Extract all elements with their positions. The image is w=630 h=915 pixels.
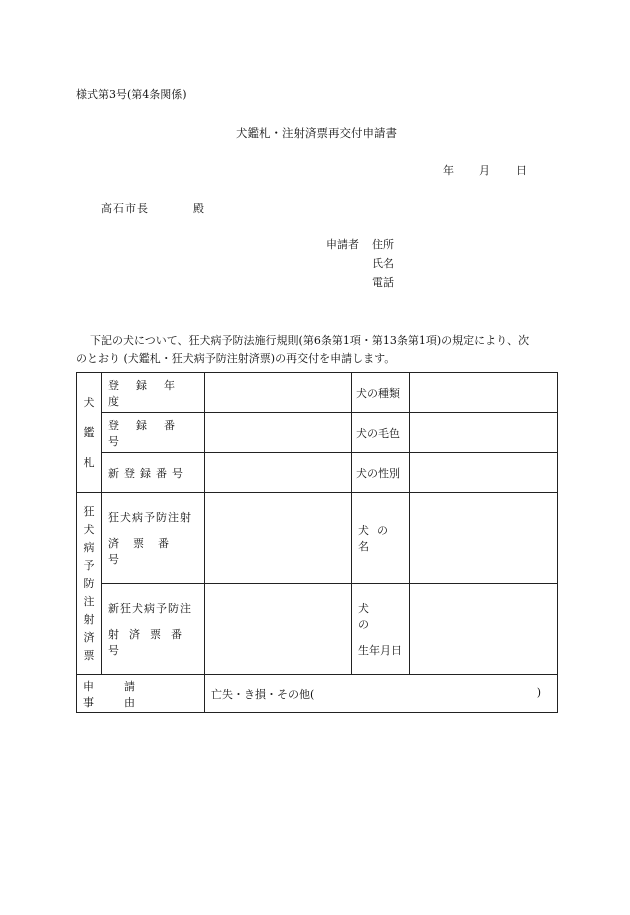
label-dog-birth-line1: 犬の: [358, 602, 385, 631]
label-dog-name: [352, 493, 410, 584]
label-reason: [77, 675, 205, 713]
application-table: [76, 372, 558, 713]
label-vax-number-line1: 狂犬病予防注射: [108, 511, 192, 524]
field-dog-name[interactable]: [410, 493, 558, 584]
reason-close-paren: ): [536, 685, 541, 699]
reason-options: 亡失・き損・その他(: [211, 687, 315, 701]
label-new-vax-line1: 新狂犬病予防注: [108, 602, 192, 615]
section-vax-char: 犬: [83, 522, 95, 536]
applicant-label: 申請者: [326, 238, 359, 251]
section-vax-char: 病: [83, 540, 95, 554]
section-vax-char: 済: [83, 630, 95, 644]
body-text-line2: のとおり (犬鑑札・狂犬病予防注射済票)の再交付を申請します。: [76, 352, 396, 365]
body-text-line1: 下記の犬について、狂犬病予防法施行規則(第6条第1項・第13条第1項)の規定により、次: [90, 334, 530, 347]
label-dog-breed: 犬の種類: [352, 373, 410, 413]
label-new-reg-number-text: 新登録番号: [108, 466, 188, 480]
section-vax-char: 予: [83, 558, 95, 572]
section-vax-char: 防: [83, 576, 95, 590]
label-vax-number: [102, 493, 205, 584]
label-reg-number-text: 登録番号: [108, 418, 192, 448]
field-dog-birthdate[interactable]: [410, 584, 558, 675]
label-dog-birthdate: [352, 584, 410, 675]
section-vaccination: [77, 493, 102, 675]
label-reg-year: [102, 373, 205, 413]
field-reg-year[interactable]: [205, 373, 352, 413]
applicant-phone-label: 電話: [372, 276, 394, 289]
addressee-honorific: 殿: [193, 202, 204, 215]
label-reason-text: 申請事由: [83, 679, 165, 709]
section-vax-char: 狂: [83, 504, 95, 518]
form-number: 様式第3号(第4条関係): [76, 88, 187, 101]
section-vax-char: 射: [83, 612, 95, 626]
label-new-reg-number: [102, 453, 205, 493]
label-dog-sex: 犬の性別: [352, 453, 410, 493]
section-vax-char: 注: [83, 594, 95, 608]
label-new-vax-line2: 射済票番号: [108, 628, 192, 657]
label-reg-number: [102, 413, 205, 453]
field-reason[interactable]: [205, 675, 558, 713]
date-day: 日: [516, 164, 527, 177]
label-dog-birth-line2: 生年月日: [358, 644, 402, 657]
label-reg-year-text: 登録年度: [108, 378, 192, 408]
section-dog-tag-char: 鑑: [83, 425, 95, 439]
date-month: 月: [479, 164, 490, 177]
label-dog-color: 犬の毛色: [352, 413, 410, 453]
section-dog-tag-char: 犬: [83, 395, 95, 409]
applicant-address-label: 住所: [372, 238, 394, 251]
field-vax-number[interactable]: [205, 493, 352, 584]
label-new-vax-number: [102, 584, 205, 675]
field-dog-sex[interactable]: [410, 453, 558, 493]
field-reg-number[interactable]: [205, 413, 352, 453]
label-vax-number-line2: 済票番号: [108, 537, 183, 566]
field-new-reg-number[interactable]: [205, 453, 352, 493]
section-dog-tag: [77, 373, 102, 493]
section-dog-tag-char: 札: [83, 455, 95, 469]
addressee-name: 高石市長: [101, 202, 149, 215]
applicant-name-label: 氏名: [372, 257, 394, 270]
document-title: 犬鑑札・注射済票再交付申請書: [236, 126, 397, 140]
date-year: 年: [443, 164, 454, 177]
section-vax-char: 票: [83, 648, 95, 662]
field-dog-color[interactable]: [410, 413, 558, 453]
field-dog-breed[interactable]: [410, 373, 558, 413]
field-new-vax-number[interactable]: [205, 584, 352, 675]
label-dog-name-text: 犬の名: [358, 524, 396, 553]
